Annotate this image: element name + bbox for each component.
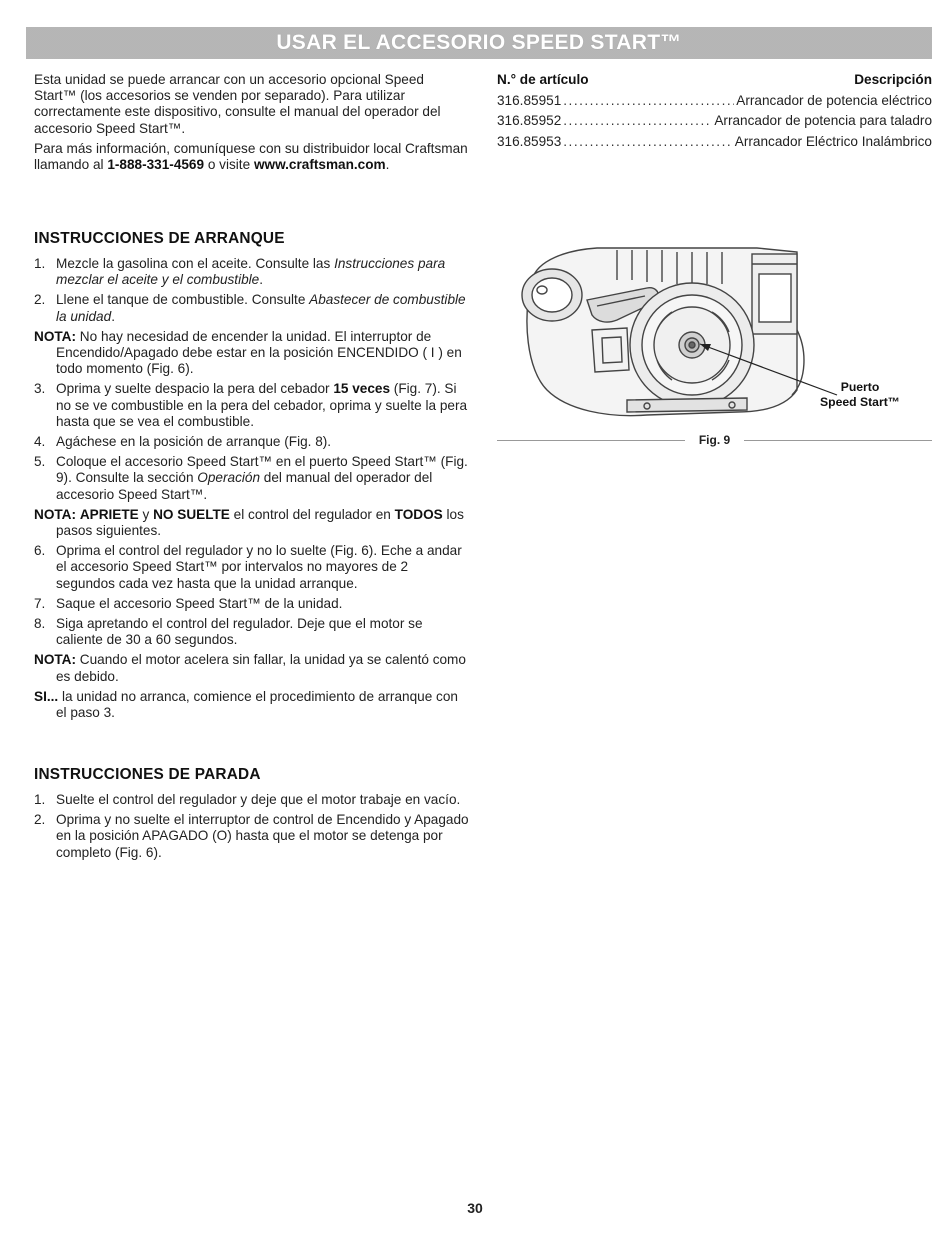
- figure-callout: [810, 380, 910, 410]
- intro-p2-text: Para más información, comuníquese con su distribuidor local Craftsman llamando al: [34, 140, 468, 173]
- note-label: NOTA:: [34, 328, 77, 344]
- step-number: 4.: [34, 434, 46, 450]
- step-text: Siga apretando el control del regulador. Deje que el motor se caliente de 30 a 60 segundos.: [56, 616, 423, 648]
- header-description: Descripción: [854, 72, 932, 87]
- header-item-number: N.° de artículo: [497, 72, 589, 87]
- list-item: [34, 616, 470, 648]
- step-text: Coloque el accesorio Speed Start™ en el puerto Speed Start™ (Fig. 9). Consulte la sección: [56, 454, 468, 486]
- note-emphasis: APRIETE: [79, 506, 139, 522]
- step-emphasis: 15 veces: [333, 381, 391, 397]
- note-label: SI...: [34, 688, 59, 704]
- step-number: 8.: [34, 616, 46, 632]
- step-text: (Fig. 7). Si no se ve combustible en la pera del cebador, oprima y suelte la pera hasta que se vea el combustible.: [56, 381, 468, 429]
- note-emphasis: NO SUELTE: [153, 506, 230, 522]
- step-text: Suelte el control del regulador y deje que el motor trabaje en vacío.: [56, 792, 461, 807]
- caption-rule-right: [744, 440, 932, 441]
- callout-line-2: Speed Start™: [820, 395, 900, 409]
- step-number: 7.: [34, 595, 46, 611]
- step-text: del manual del operador del accesorio Speed Start™.: [56, 470, 433, 502]
- part-description: Arrancador de potencia eléctrico: [736, 93, 932, 109]
- stop-instructions-title: INSTRUCCIONES DE PARADA: [34, 766, 261, 783]
- step-text: Oprima el control del regulador y no lo suelte (Fig. 6). Eche a andar el accesorio Speed Start™ por intervalos no mayores de 2 segundos cada vez hasta que la unidad arranque.: [56, 543, 462, 591]
- engine-illustration: [497, 240, 932, 450]
- step-number: 2.: [34, 292, 46, 308]
- list-item: [34, 454, 470, 503]
- step-text: Agáchese en la posición de arranque (Fig. 8).: [56, 434, 332, 450]
- start-instructions: [34, 256, 470, 725]
- step-text: Saque el accesorio Speed Start™ de la unidad.: [56, 595, 343, 611]
- list-item: 1. Mezcle la gasolina con el aceite. Consulte las Instrucciones para mezclar el aceite y el combustible.: [34, 256, 446, 288]
- note-text: el control del regulador en: [229, 506, 395, 522]
- list-item: [34, 812, 470, 861]
- step-number: 2.: [34, 812, 46, 828]
- intro-paragraph-2: [34, 141, 470, 173]
- note-text: los pasos siguientes.: [56, 506, 464, 539]
- intro-p2-mid: o visite: [204, 157, 254, 173]
- note-text: y: [138, 506, 154, 522]
- leader-dots: [563, 93, 734, 109]
- website-link[interactable]: www.craftsman.com: [253, 157, 386, 173]
- list-item: [34, 596, 470, 612]
- list-item: 2. Llene el tanque de combustible. Consulte Abastecer de combustible la unidad.: [34, 292, 466, 324]
- banner-title: USAR EL ACCESORIO SPEED START™: [276, 30, 682, 54]
- parts-row: [497, 134, 932, 150]
- caption-rule-left: [497, 440, 685, 441]
- step-reference: Abastecer de combustible la unidad: [56, 292, 466, 324]
- note-label: NOTA:: [34, 506, 77, 522]
- list-item: [34, 543, 470, 592]
- leader-dots: [563, 134, 733, 150]
- part-number: 316.85951: [497, 93, 562, 109]
- list-item: [34, 381, 470, 430]
- parts-table: [497, 72, 932, 154]
- section-banner: [26, 27, 932, 59]
- note: [34, 652, 470, 684]
- note-text: Cuando el motor acelera sin fallar, la unidad ya se calentó como es debido.: [56, 652, 466, 684]
- note-label: NOTA:: [34, 652, 77, 668]
- page-number: 30: [467, 1200, 483, 1216]
- note: [34, 689, 470, 721]
- step-number: 3.: [34, 381, 46, 397]
- part-number: 316.85953: [497, 133, 562, 149]
- callout-line-1: Puerto: [840, 380, 880, 394]
- caption-text: Fig. 9: [698, 433, 731, 447]
- part-number: 316.85952: [497, 113, 562, 129]
- step-reference: Instrucciones para mezclar el aceite y el combustible: [56, 256, 446, 288]
- phone-number: 1-888-331-4569: [107, 157, 205, 173]
- note: [34, 329, 470, 378]
- step-text: Mezcle la gasolina con el aceite. Consulte las: [56, 256, 335, 271]
- stop-instructions: [34, 792, 470, 865]
- intro-paragraph-1: Esta unidad se puede arrancar con un accesorio opcional Speed Start™ (los accesorios se venden por separado). Para utilizar correctamente este dispositivo, consulte el manual del operador del accesorio Speed Start™.: [34, 72, 441, 136]
- note-emphasis: TODOS: [394, 506, 443, 522]
- start-instructions-title: INSTRUCCIONES DE ARRANQUE: [34, 230, 285, 247]
- part-description: Arrancador de potencia para taladro: [714, 113, 932, 129]
- leader-dots: [563, 113, 712, 129]
- parts-row: [497, 93, 932, 109]
- part-description: Arrancador Eléctrico Inalámbrico: [734, 133, 932, 149]
- step-text: Llene el tanque de combustible. Consulte: [56, 292, 310, 308]
- figure-caption: [497, 432, 932, 448]
- step-number: 5.: [34, 454, 46, 470]
- step-number: 1.: [34, 792, 46, 807]
- step-number: 1.: [34, 256, 46, 271]
- step-text: Oprima y suelte despacio la pera del cebador: [56, 381, 334, 397]
- note-text: No hay necesidad de encender la unidad. El interruptor de Encendido/Apagado debe estar en la posición ENCENDIDO ( I ) en todo momento (Fig. 6).: [56, 328, 462, 377]
- list-item: [34, 434, 470, 450]
- note: [34, 507, 470, 539]
- step-text: Oprima y no suelte el interruptor de control de Encendido y Apagado en la posición APAGADO (O) hasta que el motor se detenga por completo (Fig. 6).: [56, 812, 469, 860]
- list-item: [34, 792, 470, 808]
- parts-row: [497, 113, 932, 129]
- step-reference: Operación: [197, 470, 261, 486]
- note-text: la unidad no arranca, comience el procedimiento de arranque con el paso 3.: [56, 688, 458, 721]
- intro-text: [34, 72, 470, 177]
- intro-p2-end: .: [385, 157, 390, 173]
- step-number: 6.: [34, 543, 46, 559]
- parts-table-header: [497, 72, 932, 88]
